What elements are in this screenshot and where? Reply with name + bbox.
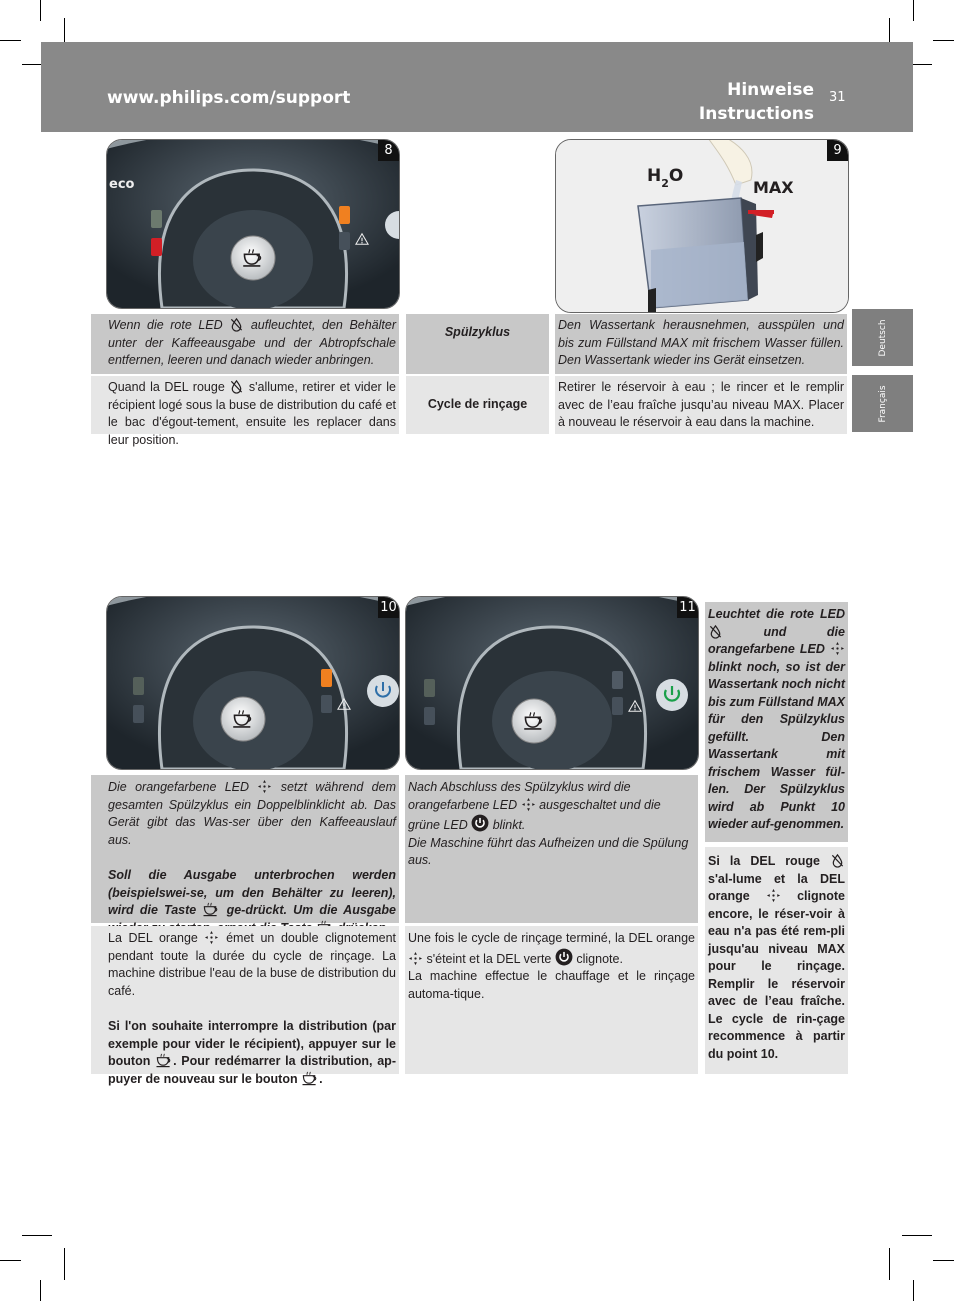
blink-icon — [408, 951, 423, 966]
header-title-line1: Hinweise — [727, 80, 814, 100]
crop-mark — [22, 1235, 52, 1236]
no-water-icon — [229, 317, 244, 332]
crop-mark — [64, 1248, 65, 1280]
fr-step8-text: Quand la DEL rouge s'allume, retirer et vider le récipient logé sous la buse de distribution du café et le bac d'égout-tement, ensuite les replacer dans leur position. — [91, 376, 399, 434]
de-step10-text: Die orangefarbene LED setzt während dem gesamten Spülzyklus ein Doppelblinklicht ab. Das Gerät gibt das Was-ser über den Kaffeeauslauf aus. Soll die Ausgabe unterbrochen werden (beispielswei-se, um den Behälter zu leeren), wird die Taste ge-drückt. Um die Ausgabe — [91, 775, 399, 923]
step-badge-8: 8 — [378, 140, 399, 161]
machine-panel-illustration — [107, 597, 399, 769]
tab-francais-label: Français — [877, 384, 888, 423]
blink-icon — [204, 930, 219, 945]
note-fr-text: Si la DEL rouge s'al-lume et la DEL orange clignote encore, le réser-voir à eau n'a pas été rem-pli jusqu'au niveau MAX pour le rinçage. Remplir le réservoir avec de l’eau fraîche. Le cycle de rin-çage recommence à partir du point 10. — [705, 847, 848, 1074]
tab-deutsch[interactable] — [852, 309, 913, 366]
blink-icon — [521, 797, 536, 812]
blink-icon — [766, 888, 781, 903]
crop-mark — [913, 1280, 914, 1301]
crop-mark — [889, 1248, 890, 1280]
water-tank-illustration — [556, 140, 848, 312]
fr-rinse-cycle-heading: Cycle de rinçage — [406, 376, 549, 434]
support-url[interactable]: www.philips.com/support — [107, 88, 351, 108]
tab-francais[interactable] — [852, 375, 913, 432]
machine-panel-illustration — [406, 597, 698, 769]
blink-icon — [830, 641, 845, 656]
header-title — [699, 78, 814, 126]
de-step8-text: Wenn die rote LED aufleuchtet, den Behälter unter der Kaffeeausgabe und der Abtropfschale entfernen, leeren und danach wieder anbringen. — [91, 314, 399, 374]
de-rinse-cycle-heading: Spülzyklus — [406, 314, 549, 374]
de-step9-text: Den Wassertank herausnehmen, ausspülen und bis zum Füllstand MAX mit frischem Wasser füllen. Den Wassertank wieder ins Gerät einsetzen. — [555, 314, 847, 374]
photo-8 — [106, 139, 400, 309]
cup-icon — [202, 902, 220, 917]
cup-icon — [301, 1071, 319, 1086]
photo-9 — [555, 139, 849, 313]
photo-11 — [405, 596, 699, 770]
step-badge-10: 10 — [378, 597, 399, 618]
crop-mark — [0, 40, 21, 41]
crop-mark — [0, 1260, 21, 1261]
de-step11-text: Nach Abschluss des Spülzyklus wird die orangefarbene LED ausgeschaltet und die grüne LED blinkt. Die Maschine führt das Aufheizen und die Spülung aus. — [405, 775, 698, 923]
tab-deutsch-label: Deutsch — [877, 318, 888, 357]
crop-mark — [40, 1280, 41, 1301]
h2o-label-h: H — [647, 166, 662, 186]
crop-mark — [933, 1260, 954, 1261]
no-water-icon — [229, 379, 244, 394]
crop-mark — [902, 1235, 932, 1236]
power-icon — [555, 948, 573, 966]
step-badge-9: 9 — [827, 140, 848, 161]
no-water-icon — [708, 624, 723, 639]
page-number: 31 — [829, 90, 846, 105]
eco-label: eco — [109, 177, 135, 192]
power-icon — [471, 814, 489, 832]
blink-icon — [257, 779, 272, 794]
photo-10 — [106, 596, 400, 770]
crop-mark — [913, 0, 914, 21]
fr-step11-text: Une fois le cycle de rinçage terminé, la DEL orange s'éteint et la DEL verte clignote. La machine effectue le chauffage et le rinçage automa-tique. — [405, 926, 698, 1074]
crop-mark — [40, 0, 41, 21]
cup-icon — [155, 1053, 173, 1068]
fr-step9-text: Retirer le réservoir à eau ; le rincer et le remplir avec de l’eau fraîche jusqu’au niveau MAX. Placer à nouveau le réservoir à eau dans la machine. — [555, 376, 847, 434]
note-de-text: Leuchtet die rote LED und die orangefarbene LED blinkt noch, so ist der Wassertank noch nicht bis zum Füllstand MAX für den Spülzyklus gefüllt. Den Wassertank mit frischem Wasser fül-len. Der Spülzyklus wird ab Punkt 10 wieder auf-genommen. — [705, 602, 848, 842]
machine-panel-illustration — [107, 140, 399, 308]
header-title-line2: Instructions — [698, 104, 814, 124]
crop-mark — [933, 40, 954, 41]
step-badge-11: 11 — [677, 597, 698, 618]
no-water-icon — [830, 853, 845, 868]
fr-step10-text: La DEL orange émet un double clignotement pendant toute la durée du cycle de rinçage. La machine distribue l'eau de la buse de distribution du café. Si l'on souhaite interrompre la distribution (par exemple pour vider le récipient), appuyer sur le bouton . Pour redémarrer la distribution, ap-puyer de nouveau sur le bouton . — [91, 926, 399, 1074]
h2o-label-o: O — [668, 166, 684, 186]
h2o-label-sub: 2 — [661, 177, 669, 190]
max-label: MAX — [753, 178, 794, 197]
